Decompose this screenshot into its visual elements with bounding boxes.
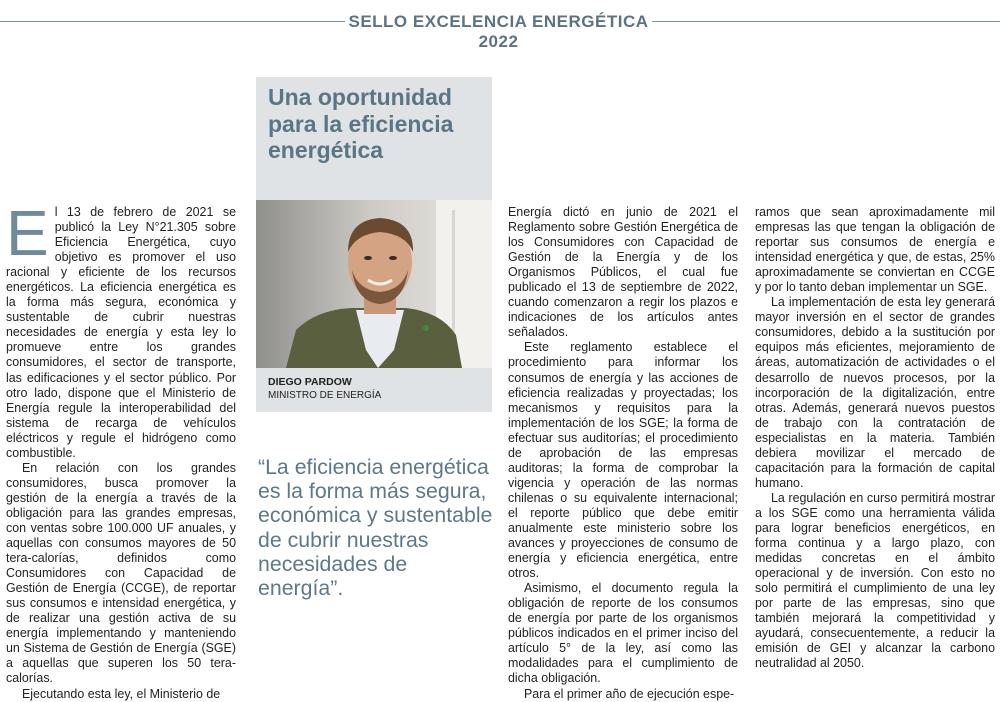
paragraph: l 13 de febrero de 2021 se publicó la Ley N°21.305 sobre Eficiencia Energética, cuyo objetivo es promover el uso racional y eficiente de los recursos energéticos. La eficiencia energética es la forma más segura, económica y sustentable de cubrir nuestras necesidades de energía y esta ley lo promueve entre los grandes consumidores, el sector de transporte, las edificaciones y el sector público. Por otro lado, dispone que el Ministerio de Energía regule la interoperabilidad del sistema de recarga de vehículos eléctricos y regule el hidrógeno como combustible. [6,205,236,460]
article-column-2 [508,205,738,701]
article-column-3 [755,205,995,671]
paragraph: Ejecutando esta ley, el Ministerio de [22,686,221,701]
paragraph: Asimismo, el documento regula la obligación de reporte de los consumos de energía por parte de los organismos públicos indicados en el primer inciso del artículo 5° de la ley, así como las modalidades para el cumplimiento de dicha obligación. [508,581,738,686]
article-column-1 [6,197,236,701]
paragraph: La regulación en curso permitirá mostrar a los SGE como una herramienta válida para lograr beneficios energéticos, en forma continua y a largo plazo, con medidas concretas en el ámbito operacional y de inversión. Con esto no solo permitirá el cumplimiento de una ley por parte de las empresas, sino que también mejorará la competitividad y ayudará, consecuentemente, a reducir la emisión de GEI y alcanzar la carbono neutralidad al 2050. [755,490,995,671]
header-rule-right [652,21,1000,22]
header-rule-left [0,21,345,22]
drop-cap: E [6,197,49,269]
photo-caption-role: MINISTRO DE ENERGÍA [268,390,382,401]
paragraph: ramos que sean aproximadamente mil empresas las que tengan la obligación de reportar sus consumos de energía e intensidad energética y que, de estas, 25% aproximadamente se conviertan en CCGE y por lo tanto deban implementar un SGE. [755,205,995,295]
section-header [0,0,1000,51]
portrait-photo [256,200,492,368]
article-headline: Una oportunidad para la eficiencia energética [268,84,454,163]
paragraph: Energía dictó en junio de 2021 el Reglamento sobre Gestión Energética de los Consumidores con Capacidad de Gestión de la Energía y de los Organismos Públicos, el cual fue publicado el 13 de septiembre de 2022, cuando comenzaron a regir los plazos e indicaciones de los artículos antes señalados. [508,205,738,340]
section-title: SELLO EXCELENCIA ENERGÉTICA 2022 [348,12,649,51]
portrait-illustration [256,200,492,368]
paragraph: Para el primer año de ejecución espe- [524,686,735,701]
paragraph: La implementación de esta ley generará mayor inversión en el sector de grandes consumidores, debido a la sustitución por equipos más eficientes, mejoramiento de áreas, automatización de actividades o el desarrollo de nuevos procesos, por la incorporación de la digitalización, entre otras. Además, generará nuevos puestos de trabajo con la contratación de especialistas en la materia. También debiera movilizar el mercado de capacitación para la formación de capital humano. [755,295,995,490]
paragraph: En relación con los grandes consumidores, busca promover la gestión de la energía a través de la obligación para las grandes empresas, con ventas sobre 100.000 UF anuales, y aquellas con consumos mayores de 50 tera-calorías, definidos como Consumidores con Capacidad de Gestión de Energía (CCGE), de reportar sus consumos e intensidad energética, y de realizar una gestión activa de su energía implementando y manteniendo un Sistema de Gestión de Energía (SGE) a aquellas que superen los 50 tera-calorías. [6,460,236,686]
paragraph: Este reglamento establece el procedimiento para informar los consumos de energía y las acciones de eficiencia realizadas y proyectadas; los mecanismos y requisitos para la implementación de los SGE; la forma de efectuar sus auditorías; el procedimiento de aprobación de las empresas auditoras; la forma de comprobar la vigencia y operación de las normas chilenas o su equivalente internacional; el reporte público que debe emitir anualmente este ministerio sobre los avances y proyecciones de consumo de energía y eficiencia energética, entre otros. [508,340,738,581]
photo-caption-name: DIEGO PARDOW [268,376,352,388]
pull-quote: “La eficiencia energética es la forma más segura, económica y sustentable de cubrir nuestras necesidades de energía”. [258,455,493,601]
